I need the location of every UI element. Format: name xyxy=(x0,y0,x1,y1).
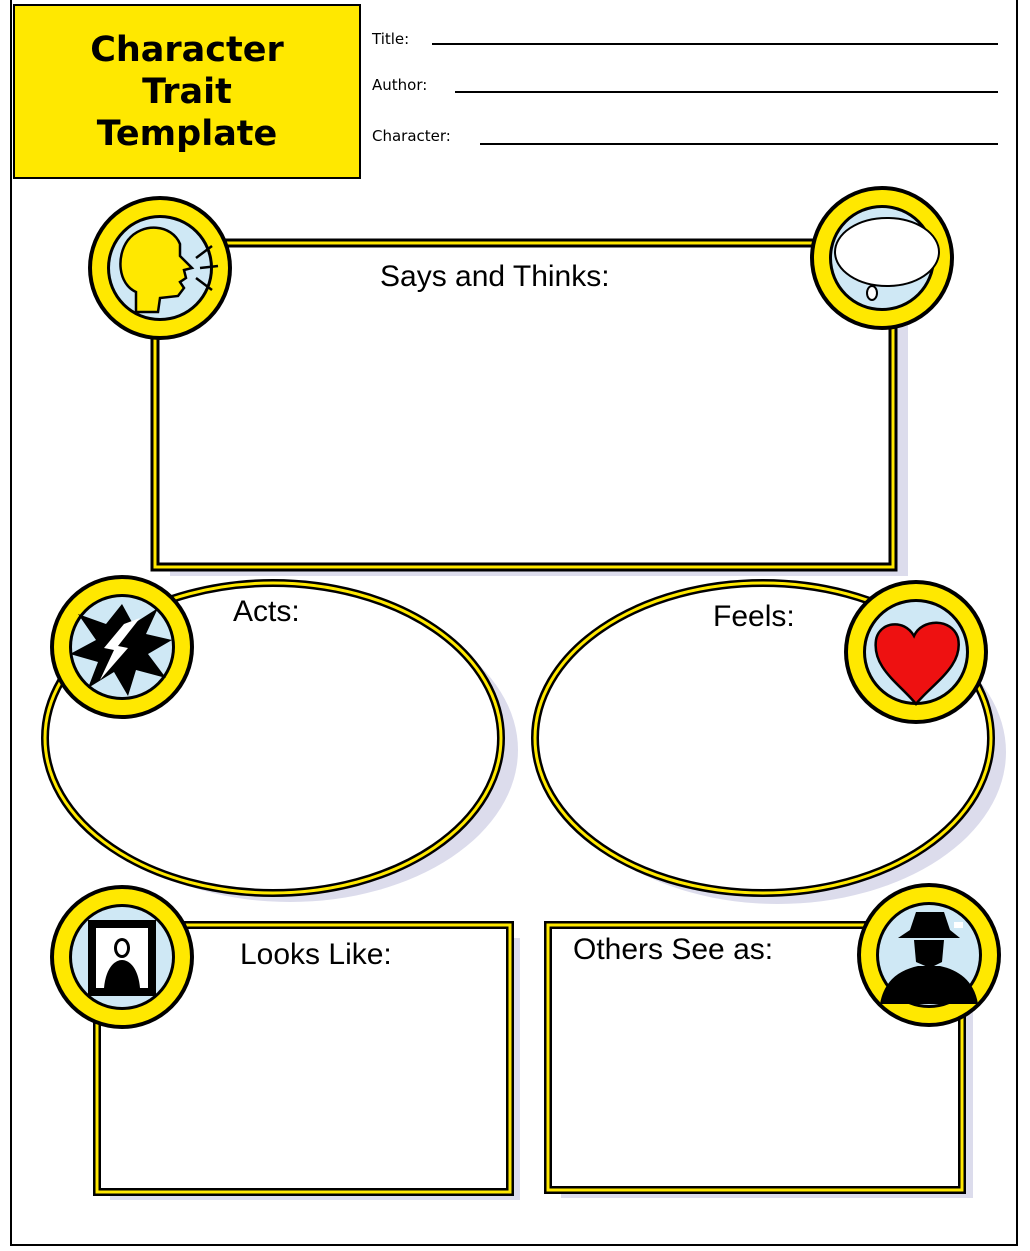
title-field-label: Title: xyxy=(372,30,410,48)
author-field-label: Author: xyxy=(372,76,428,94)
speaking-head-icon xyxy=(88,196,232,340)
framed-portrait-icon xyxy=(50,885,194,1029)
acts-label: Acts: xyxy=(233,595,300,628)
character-field-label: Character: xyxy=(372,127,451,145)
says-thinks-label: Says and Thinks: xyxy=(380,260,610,293)
lightning-burst-icon xyxy=(50,575,194,719)
thought-bubble-icon xyxy=(810,186,954,330)
spy-silhouette-icon xyxy=(857,883,1001,1027)
heart-icon xyxy=(844,580,988,724)
template-title: Character Trait Template xyxy=(90,29,284,154)
feels-label: Feels: xyxy=(713,600,795,633)
others-see-label: Others See as: xyxy=(573,933,774,966)
looks-like-label: Looks Like: xyxy=(240,938,392,971)
